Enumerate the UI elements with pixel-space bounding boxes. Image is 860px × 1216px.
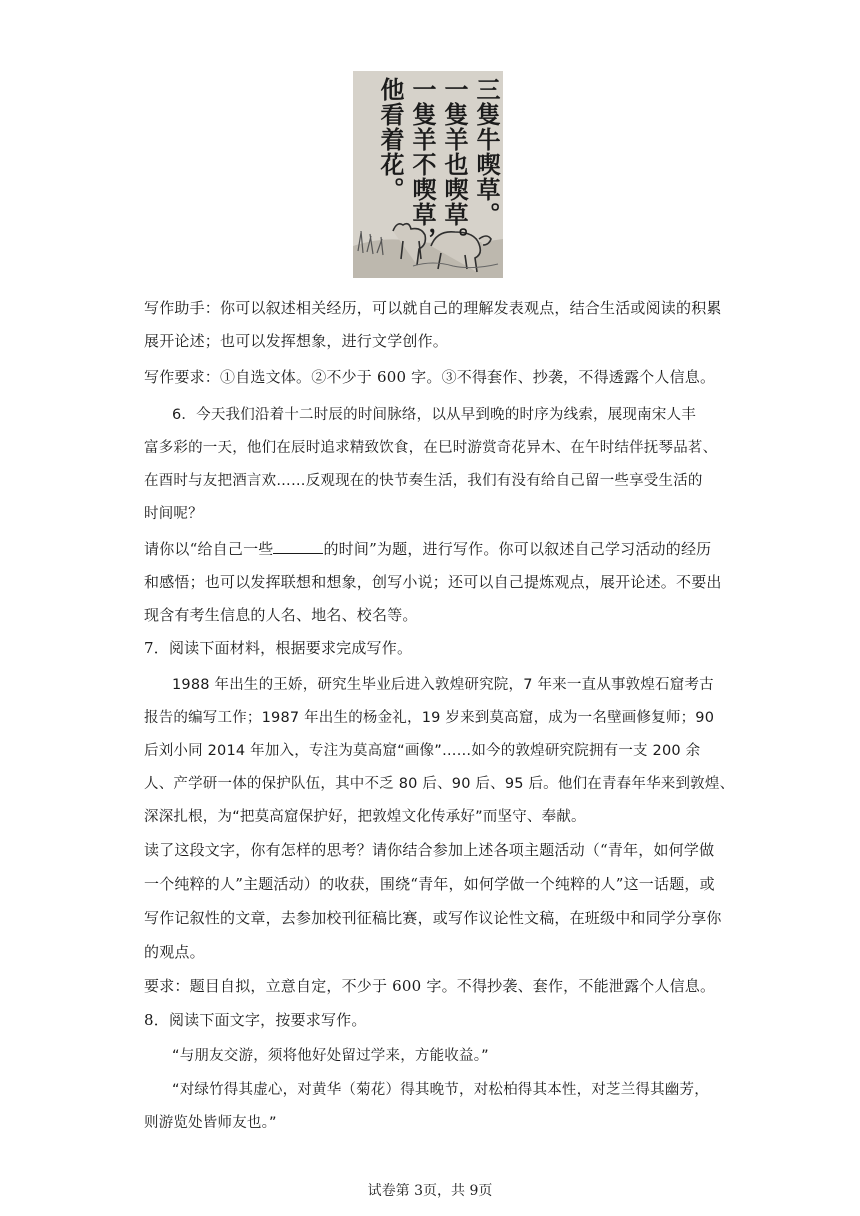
page-footer: 试卷第 3页，共 9页 <box>367 1183 493 1199</box>
q6-text-4: 时间呢？ <box>144 506 203 522</box>
q7-material-5: 深深扎根，为“把莫高窟保护好，把敦煌文化传承好”而坚守、奉献。 <box>144 809 586 825</box>
q6-prompt-2: 和感悟；也可以发挥联想和想象，创写小说；还可以自己提炼观点，展开论述。不要出 <box>144 573 722 591</box>
q8-quote-3: 则游览处皆师友也。” <box>144 1115 277 1131</box>
poem-column-3: 一隻羊不喫草， <box>408 77 436 252</box>
q8-quote-2: “对绿竹得其虚心，对黄华（菊花）得其晚节，对松柏得其本性，对芝兰得其幽芳， <box>172 1082 709 1098</box>
writing-helper-line-1: 写作助手：你可以叙述相关经历，可以就自己的理解发表观点，结合生活或阅读的积累 <box>144 299 722 317</box>
q7-task-4: 的观点。 <box>144 943 205 961</box>
q6-text-2: 富多彩的一天，他们在辰时追求精致饮食，在巳时游赏奇花异木、在午时结伴抚琴品茗、 <box>144 440 718 456</box>
q7-heading: 7．阅读下面材料，根据要求完成写作。 <box>144 639 413 657</box>
q8-quote-1: “与朋友交游，须将他好处留过学来，方能收益。” <box>172 1048 489 1064</box>
ink-painting-illustration <box>353 71 503 278</box>
q6-prompt-line <box>144 538 711 559</box>
q8-heading: 8．阅读下面文字，按要求写作。 <box>144 1011 367 1029</box>
q6-prompt-start: 请你以“给自己一些 <box>144 540 274 558</box>
q6-prompt-end: 的时间”为题，进行写作。你可以叙述自己学习活动的经历 <box>323 540 712 558</box>
q7-material-4: 人、产学研一体的保护队伍，其中不乏 80 后、90 后、95 后。他们在青春年华来到敦煌、 <box>144 776 735 792</box>
q7-material-2: 报告的编写工作；1987 年出生的杨金礼，19 岁来到莫高窟，成为一名壁画修复师；90 <box>144 710 715 726</box>
poem-column-2: 一隻羊也喫草。 <box>440 77 468 252</box>
q7-task-3: 写作记叙性的文章，去参加校刊征稿比赛，或写作议论性文稿，在班级中和同学分享你 <box>144 909 722 927</box>
title-blank <box>273 539 323 554</box>
q7-material-3: 后刘小同 2014 年加入，专注为莫高窟“画像”……如今的敦煌研究院拥有一支 200 余 <box>144 743 701 759</box>
q6-text-3: 在酉时与友把酒言欢……反观现在的快节奏生活，我们有没有给自己留一些享受生活的 <box>144 473 703 489</box>
poem-column-4: 他看着花。 <box>376 77 404 202</box>
q6-text-1: 6．今天我们沿着十二时辰的时间脉络，以从早到晚的时序为线索，展现南宋人丰 <box>172 407 696 423</box>
q7-task-1: 读了这段文字，你有怎样的思考？请你结合参加上述各项主题活动（“青年，如何学做 <box>144 841 715 859</box>
writing-helper-line-2: 展开论述；也可以发挥想象，进行文学创作。 <box>144 332 449 350</box>
q6-prompt-3: 现含有考生信息的人名、地名、校名等。 <box>144 606 418 624</box>
poem-column-1: 三隻牛喫草。 <box>472 77 500 227</box>
q7-requirements: 要求：题目自拟，立意自定，不少于 600 字。不得抄袭、套作，不能泄露个人信息。 <box>144 977 716 995</box>
writing-requirements: 写作要求：①自选文体。②不少于 600 字。③不得套作、抄袭，不得透露个人信息。 <box>144 368 716 386</box>
q7-material-1: 1988 年出生的王娇，研究生毕业后进入敦煌研究院，7 年来一直从事敦煌石窟考古 <box>172 677 714 693</box>
q7-task-2: 一个纯粹的人”主题活动）的收获，围绕“青年，如何学做一个纯粹的人”这一话题，或 <box>144 875 715 893</box>
